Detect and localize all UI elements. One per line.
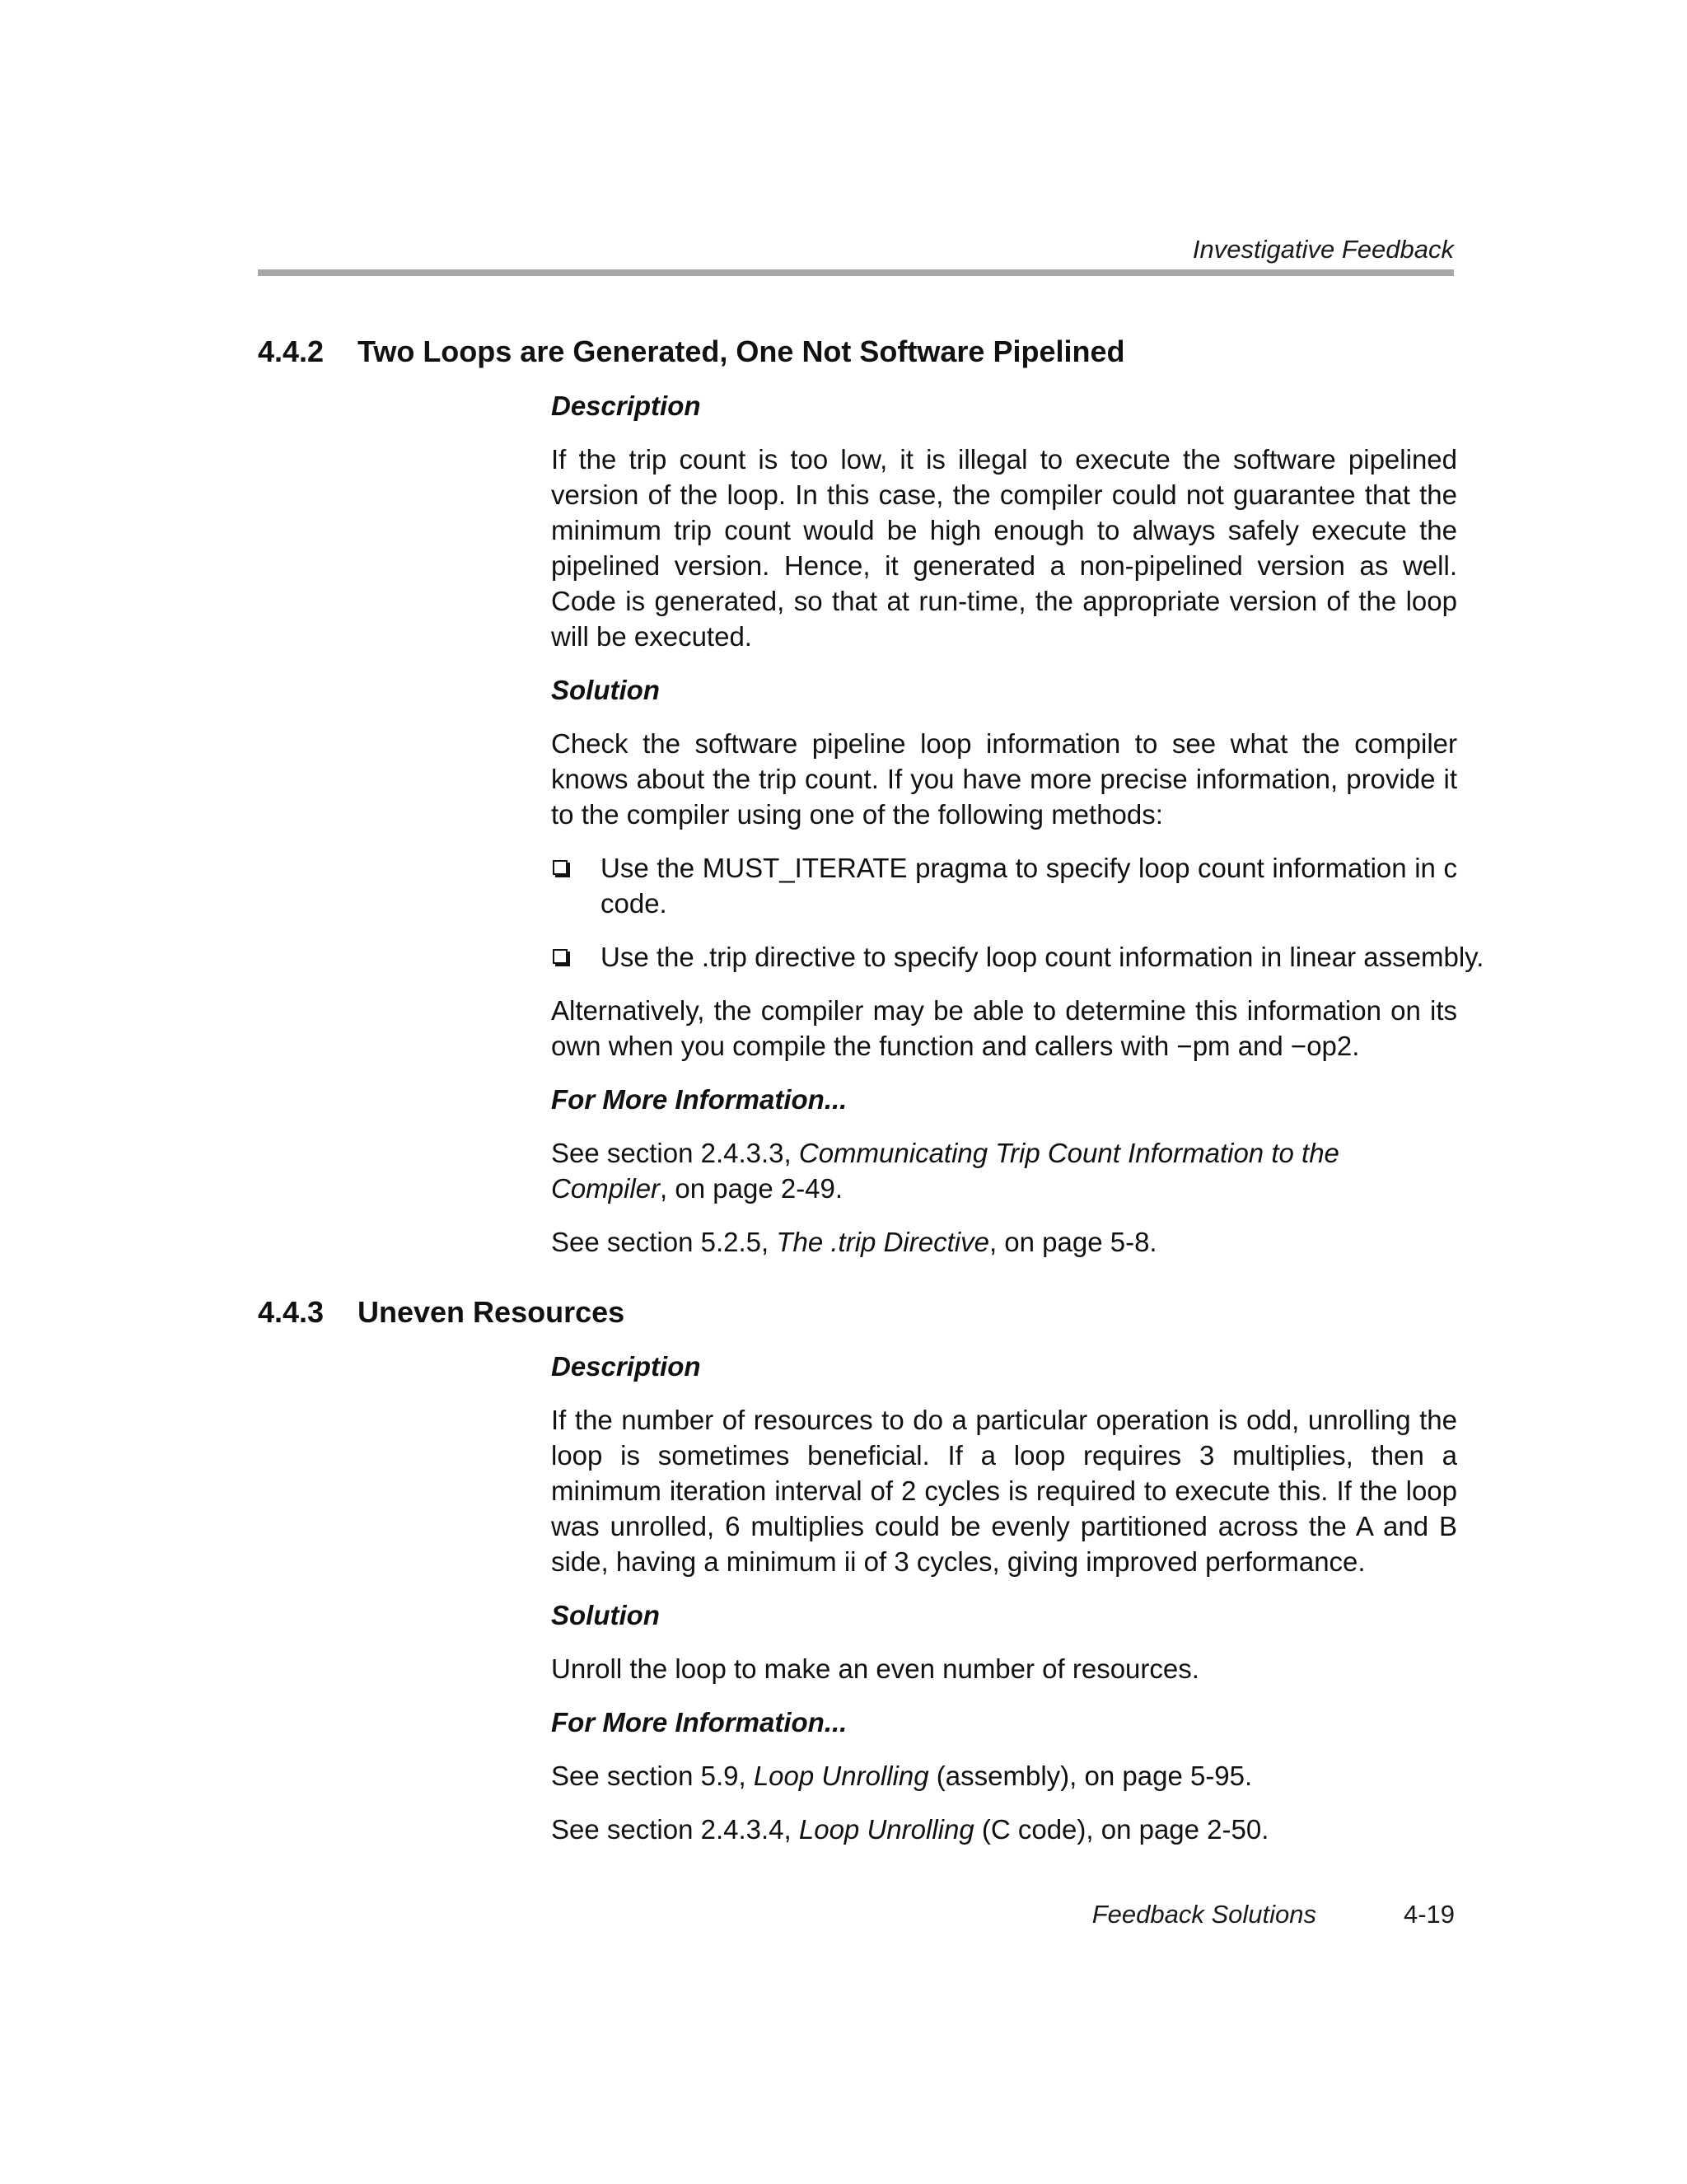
- more-info-label: For More Information...: [551, 1707, 848, 1737]
- reference-link[interactable]: The .trip Directive: [776, 1227, 989, 1257]
- reference-suffix: , on page 5-8.: [988, 1227, 1157, 1257]
- section-number: 4.4.3: [258, 1295, 325, 1329]
- checkbox-bullet-icon: [553, 949, 568, 964]
- bullet-item: [551, 850, 1457, 921]
- description-label: Description: [551, 1351, 701, 1382]
- running-header: Investigative Feedback: [1192, 235, 1454, 264]
- solution-paragraph: Unroll the loop to make an even number of resources.: [551, 1653, 1199, 1684]
- alternative-paragraph: Alternatively, the compiler may be able to determine this information on its own when you compile the function and callers with −pm and −op2.: [551, 995, 1457, 1061]
- section-heading-4-4-2: [258, 334, 1124, 369]
- solution-paragraph: Check the software pipeline loop information to see what the compiler knows about the trip count. If you have more precise information, provide it to the compiler using one of the following methods:: [551, 728, 1457, 830]
- reference-suffix: (C code), on page 2-50.: [974, 1814, 1269, 1845]
- more-info-label: For More Information...: [551, 1084, 848, 1115]
- bullet-text: Use the .trip directive to specify loop count information in linear assembly.: [600, 942, 1484, 972]
- header-rule: [258, 269, 1454, 276]
- description-label: Description: [551, 391, 701, 421]
- reference-paragraph: [551, 1135, 1457, 1206]
- section-heading-4-4-3: [258, 1295, 624, 1330]
- bullet-text: Use the MUST_ITERATE pragma to specify loop count information in c code.: [600, 853, 1457, 919]
- reference-paragraph: [551, 1758, 1457, 1793]
- footer-page-number: 4-19: [1403, 1900, 1455, 1929]
- section-body-4-4-3: [551, 1349, 1457, 1865]
- reference-paragraph: [551, 1812, 1457, 1847]
- section-title: Uneven Resources: [357, 1295, 625, 1329]
- solution-label: Solution: [551, 675, 660, 705]
- checkbox-bullet-icon: [553, 860, 568, 875]
- reference-prefix: See section 2.4.3.3,: [551, 1138, 799, 1168]
- reference-prefix: See section 5.9,: [551, 1761, 754, 1791]
- reference-link[interactable]: Loop Unrolling: [798, 1814, 974, 1845]
- reference-suffix: (assembly), on page 5-95.: [928, 1761, 1253, 1791]
- reference-suffix: , on page 2-49.: [660, 1173, 844, 1204]
- reference-paragraph: [551, 1224, 1457, 1260]
- bullet-item: [551, 939, 1484, 975]
- reference-prefix: See section 5.2.5,: [551, 1227, 777, 1257]
- reference-link[interactable]: Loop Unrolling: [753, 1761, 929, 1791]
- reference-link[interactable]: Communicating Trip Count Information to the Compiler: [551, 1138, 1339, 1204]
- reference-prefix: See section 2.4.3.4,: [551, 1814, 799, 1845]
- section-number: 4.4.2: [258, 334, 325, 368]
- description-paragraph: If the trip count is too low, it is illegal to execute the software pipelined version of the loop. In this case, the compiler could not guarantee that the minimum trip count would be high enough to always safely execute the pipelined version. Hence, it generated a non-pipelined version as well. Code is generated, so that at run-time, the appropriate version of the loop will be executed.: [551, 444, 1457, 652]
- footer-chapter-title: Feedback Solutions: [1091, 1900, 1316, 1929]
- section-title: Two Loops are Generated, One Not Software Pipelined: [357, 334, 1125, 368]
- description-paragraph: If the number of resources to do a particular operation is odd, unrolling the loop is sometimes beneficial. If a loop requires 3 multiplies, then a minimum iteration interval of 2 cycles is required to execute this. If the loop was unrolled, 6 multiplies could be evenly partitioned across the A and B side, having a minimum ii of 3 cycles, giving improved performance.: [551, 1405, 1457, 1577]
- section-body-4-4-2: [551, 388, 1484, 1278]
- solution-label: Solution: [551, 1600, 660, 1630]
